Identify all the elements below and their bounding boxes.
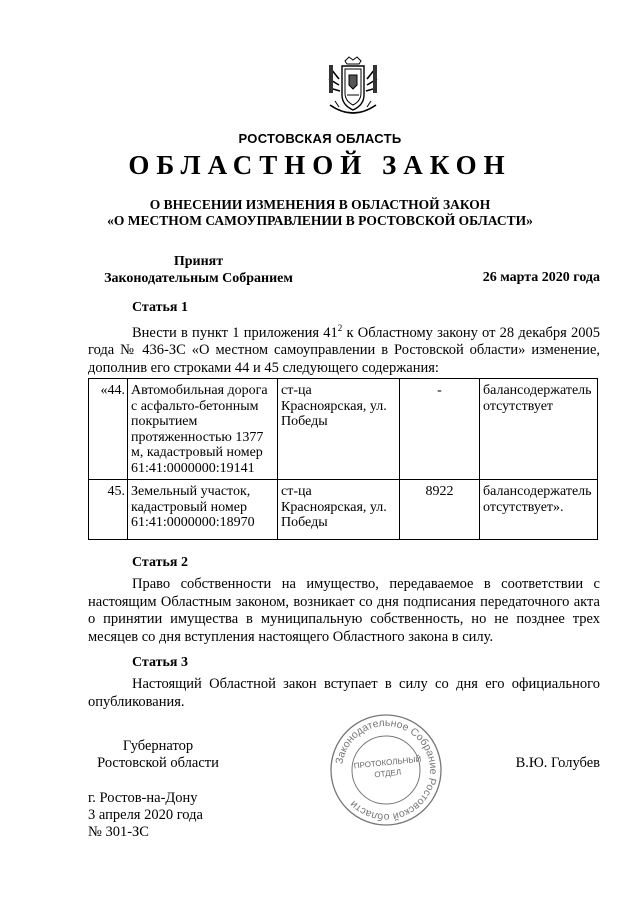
place-city: г. Ростов-на-Дону [88,790,198,806]
table-row [89,480,598,540]
stamp-ring-text: Законодательное Собрание Ростовской области [333,716,440,824]
document-number: № 301-ЗС [88,824,149,840]
article-2-title: Статья 2 [132,555,188,570]
article-1-text-b: к Областному закону от 28 декабря 2005 года № 436-ЗС «О местном самоуправлении в Ростовской области» изменение, дополнив его строками 44 и 45 следующего содержания: [88,324,600,376]
adoption-line: Законодательным Собранием [104,271,293,286]
document-subtitle [0,197,640,229]
position-line: Ростовской области [97,755,219,771]
document-title: ОБЛАСТНОЙ ЗАКОН [128,150,512,180]
article-1-title: Статья 1 [132,300,188,315]
adoption-block [86,253,311,287]
row-object: Автомобильная дорога с асфальто-бетонным покрытием протяженностью 1377 м, кадастровый номер 61:41:0000000:19141 [128,379,278,480]
row-holder: балансодержатель отсутствует [480,379,598,480]
place-date: 3 апреля 2020 года [88,807,203,823]
subtitle-line: «О МЕСТНОМ САМОУПРАВЛЕНИИ В РОСТОВСКОЙ ОБЛАСТИ» [107,213,533,228]
article-1-superscript: 2 [337,323,343,333]
row-object: Земельный участок, кадастровый номер 61:41:0000000:18970 [128,480,278,540]
article-2-paragraph: Право собственности на имущество, передаваемое в соответствии с настоящим Областным законом, возникает со дня подписания передаточного акта о принятии имущества в муниципальную собственность, но не позднее трех месяцев со дня вступления настоящего Областного закона в силу. [88,576,600,645]
table-row [89,379,598,480]
subtitle-line: О ВНЕСЕНИИ ИЗМЕНЕНИЯ В ОБЛАСТНОЙ ЗАКОН [149,197,491,212]
article-1-text-a: Внести в пункт 1 приложения 41 [132,324,338,341]
coat-of-arms-icon [325,55,381,119]
signatory-name: В.Ю. Голубев [515,755,600,771]
adoption-line: Принят [173,254,224,269]
region-name: РОСТОВСКАЯ ОБЛАСТЬ [238,131,402,146]
row-address: ст-ца Красноярская, ул. Победы [278,379,400,480]
row-holder: балансодержатель отсутствует». [480,480,598,540]
row-number: 45. [89,480,128,540]
row-area: - [400,379,480,480]
article-2-text [88,576,600,646]
position-line: Губернатор [122,738,194,754]
place-block [88,790,203,841]
items-table [88,378,598,540]
row-area: 8922 [400,480,480,540]
official-stamp [328,712,444,828]
article-3-paragraph: Настоящий Областной закон вступает в силу со дня его официального опубликования. [88,676,600,710]
article-3-text [88,676,600,711]
adoption-date: 26 марта 2020 года [482,270,600,285]
stamp-center-line: ПРОТОКОЛЬНЫЙ [353,754,422,771]
stamp-center-line: ОТДЕЛ [373,767,402,780]
signatory-position [88,738,228,772]
article-1-text [88,320,600,377]
row-number: «44. [89,379,128,480]
row-address: ст-ца Красноярская, ул. Победы [278,480,400,540]
article-3-title: Статья 3 [132,655,188,670]
